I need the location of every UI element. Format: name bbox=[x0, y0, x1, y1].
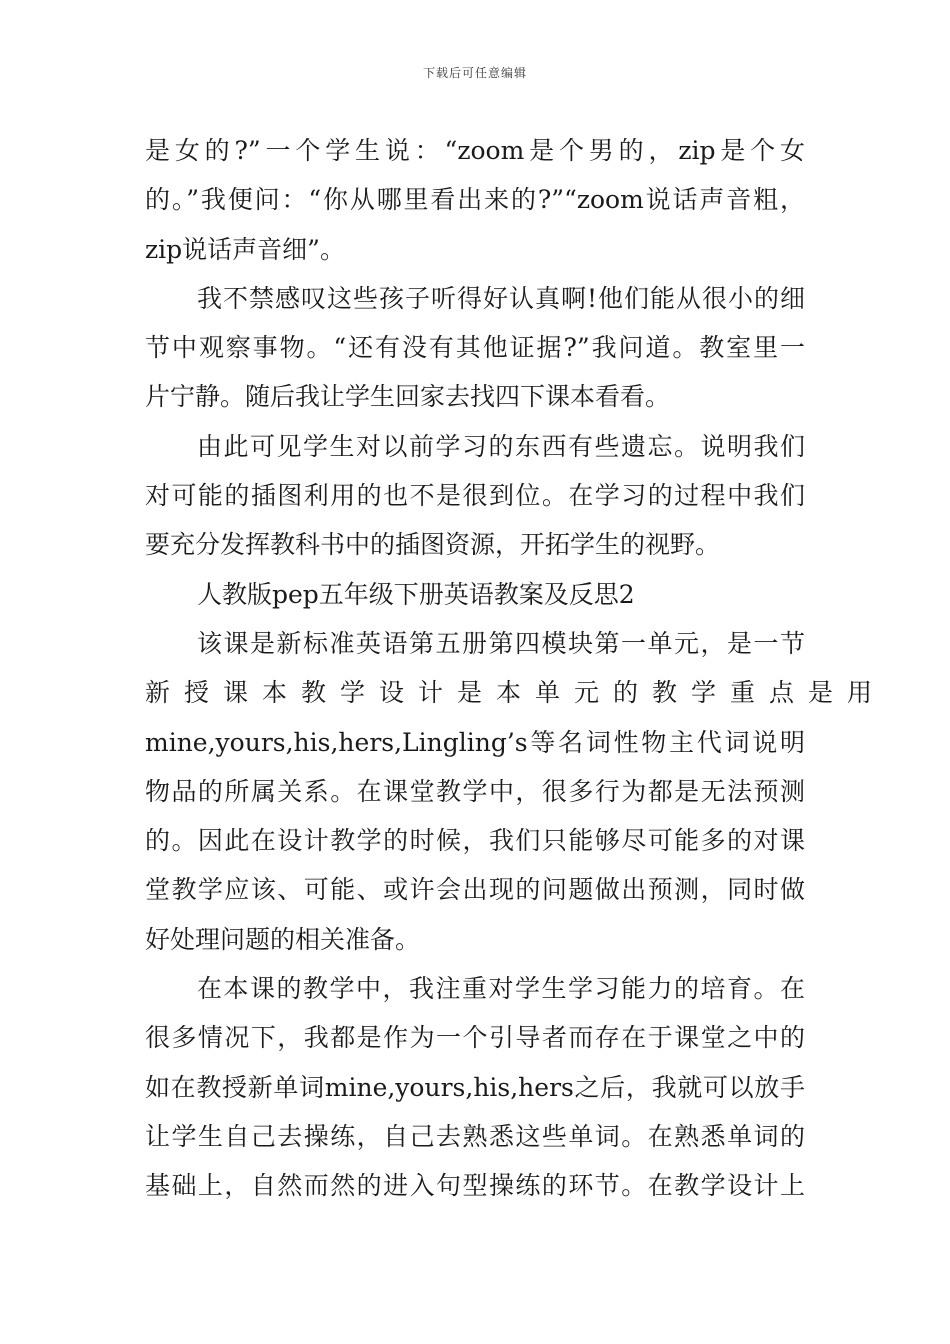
text-line: 很多情况下，我都是作为一个引导者而存在于课堂之中的 bbox=[145, 1023, 805, 1053]
document-body bbox=[145, 126, 887, 1211]
text-line: 如在教授新单词mine,yours,his,hers之后，我就可以放手 bbox=[145, 1072, 805, 1102]
text-line: 片宁静。随后我让学生回家去找四下课本看看。 bbox=[145, 382, 671, 412]
paragraph-first-line: 在本课的教学中，我注重对学生学习能力的培育。在 bbox=[197, 974, 805, 1004]
paragraph-first-line: 该课是新标准英语第五册第四模块第一单元，是一节 bbox=[197, 628, 805, 658]
text-line: 让学生自己去操练，自己去熟悉这些单词。在熟悉单词的 bbox=[145, 1121, 805, 1151]
text-line: 的。因此在设计教学的时候，我们只能够尽可能多的对课 bbox=[145, 826, 805, 856]
text-line: zip说话声音细”。 bbox=[145, 234, 345, 264]
text-line: 新授课本教学设计是本单元的教学重点是用 bbox=[145, 678, 887, 708]
text-line: 对可能的插图利用的也不是很到位。在学习的过程中我们 bbox=[145, 481, 805, 511]
text-line: mine,yours,his,hers,Lingling’s等名词性物主代词说明 bbox=[145, 727, 805, 757]
page-header: 下载后可任意编辑 bbox=[422, 66, 527, 80]
text-line: 节中观察事物。“还有没有其他证据?”我问道。教室里一 bbox=[145, 333, 805, 363]
text-line: 要充分发挥教科书中的插图资源，开拓学生的视野。 bbox=[145, 530, 721, 560]
section-title: 人教版pep五年级下册英语教案及反思2 bbox=[197, 579, 635, 609]
paragraph-first-line: 我不禁感叹这些孩子听得好认真啊!他们能从很小的细 bbox=[197, 283, 805, 313]
paragraph-first-line: 由此可见学生对以前学习的东西有些遗忘。说明我们 bbox=[197, 431, 805, 461]
text-line: 是女的?”一个学生说：“zoom是个男的，zip是个女 bbox=[145, 136, 805, 165]
text-line: 物品的所属关系。在课堂教学中，很多行为都是无法预测 bbox=[145, 776, 805, 806]
text-line: 堂教学应该、可能、或许会出现的问题做出预测，同时做 bbox=[145, 875, 805, 905]
text-line: 的。”我便问：“你从哪里看出来的?”“zoom说话声音粗， bbox=[145, 185, 805, 215]
text-line: 基础上，自然而然的进入句型操练的环节。在教学设计上 bbox=[145, 1171, 805, 1201]
text-line: 好处理问题的相关准备。 bbox=[145, 924, 421, 954]
